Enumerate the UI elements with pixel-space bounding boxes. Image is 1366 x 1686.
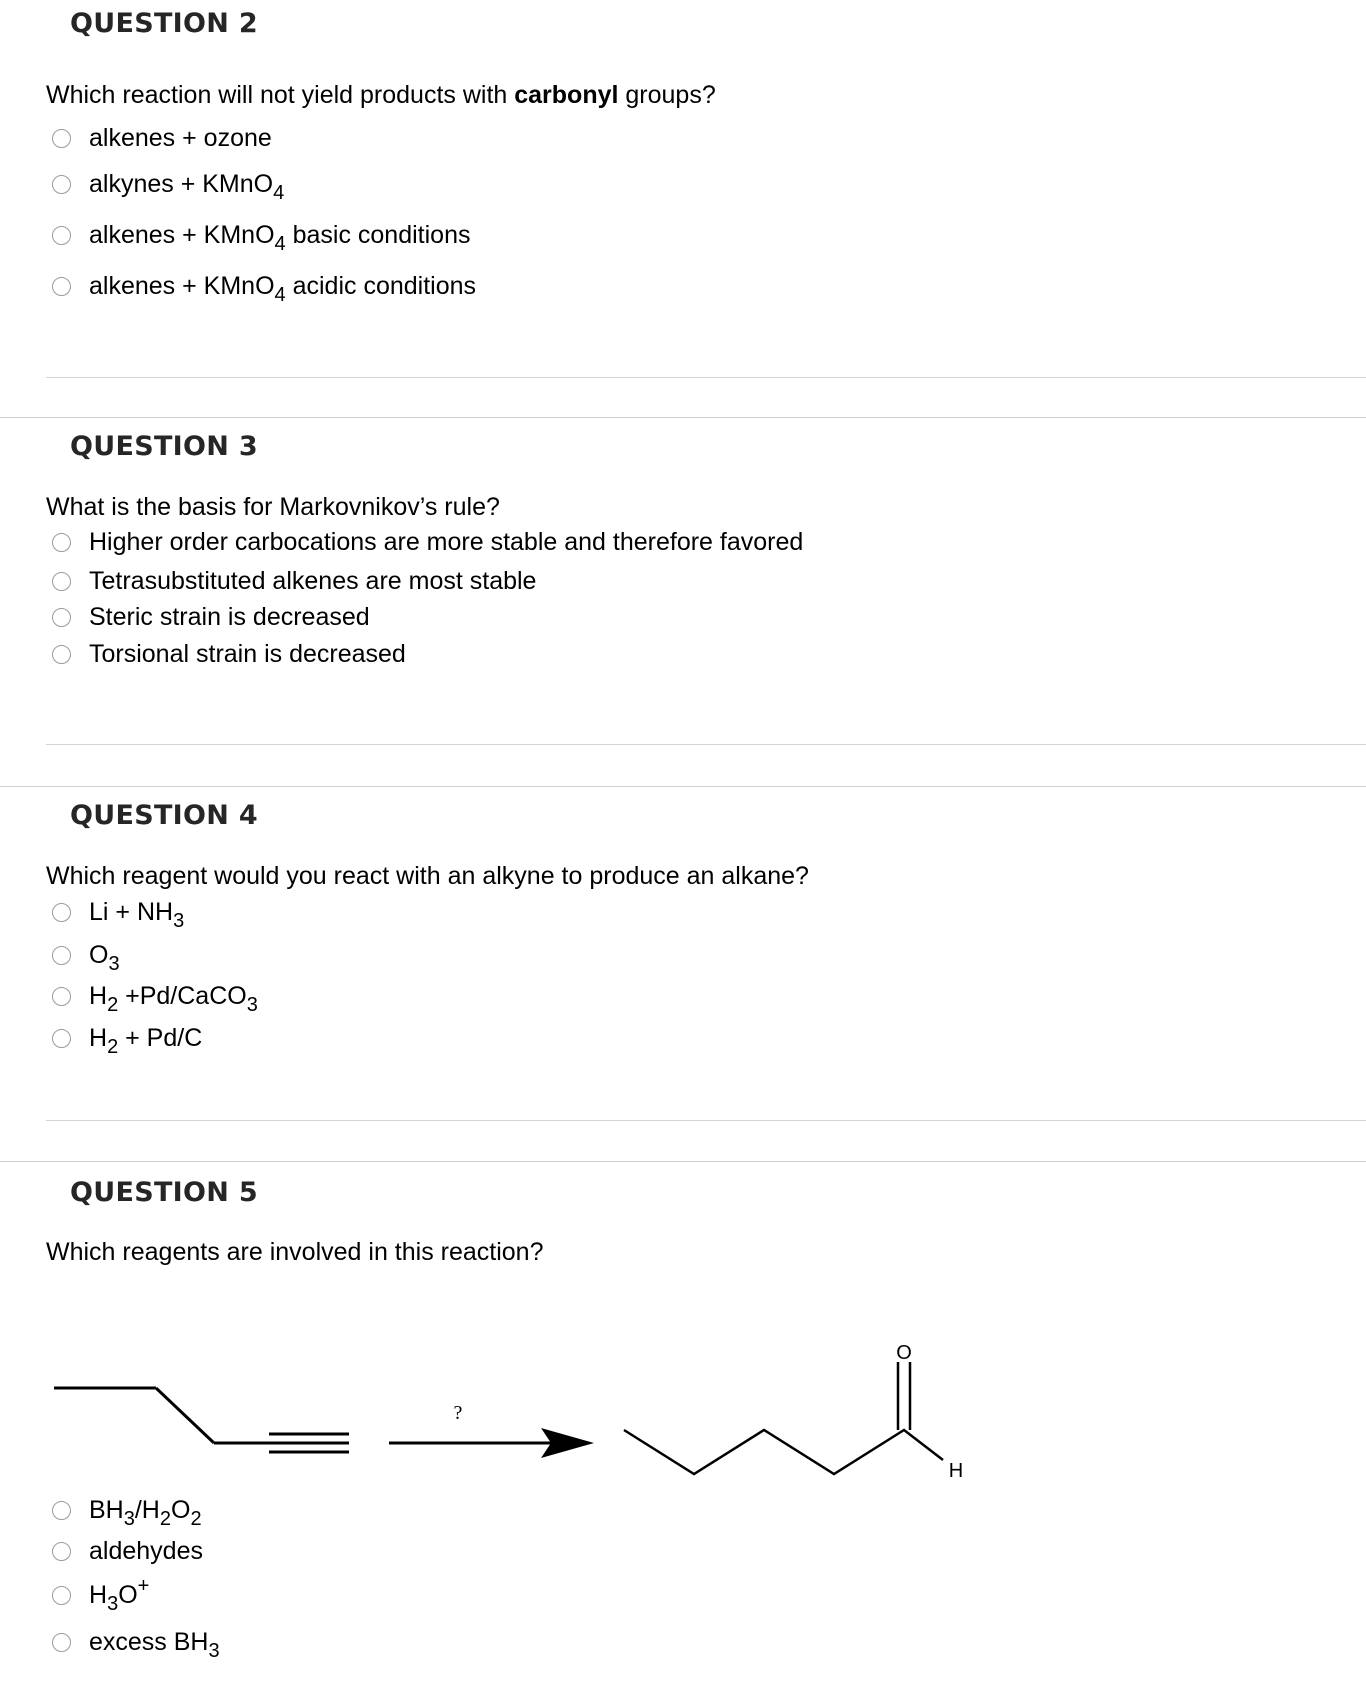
q3-option-2[interactable] xyxy=(52,564,536,598)
radio-button[interactable] xyxy=(52,533,71,552)
question-divider xyxy=(46,377,1366,378)
section-divider xyxy=(0,1161,1366,1162)
option-label: alkenes + ozone xyxy=(89,123,272,152)
option-label: alkenes + KMnO$_4$ acidic conditions xyxy=(89,271,477,306)
option-label: Steric strain is decreased xyxy=(89,602,370,631)
q2-option-2[interactable] xyxy=(52,167,285,204)
alkyne-structure xyxy=(54,1388,349,1452)
radio-button[interactable] xyxy=(52,946,71,965)
reaction-scheme xyxy=(46,1335,986,1505)
question-2-prompt: Which reaction will not yield products with carbonyl groups? xyxy=(46,81,716,109)
q4-option-4[interactable] xyxy=(52,1021,203,1058)
q4-option-2[interactable] xyxy=(52,938,120,975)
question-3-prompt: What is the basis for Markovnikov’s rule? xyxy=(46,493,500,521)
option-label: excess $BH_3$ xyxy=(89,1627,220,1662)
q3-option-1[interactable] xyxy=(52,525,803,559)
question-divider xyxy=(46,1120,1366,1121)
question-2-title: QUESTION 2 xyxy=(70,8,258,39)
radio-button[interactable] xyxy=(52,903,71,922)
radio-button[interactable] xyxy=(52,1029,71,1048)
q2-option-4[interactable] xyxy=(52,269,477,306)
question-3-title: QUESTION 3 xyxy=(70,431,258,462)
option-label: Tetrasubstituted alkenes are most stable xyxy=(89,566,537,595)
q5-option-3[interactable] xyxy=(52,1574,150,1615)
reaction-arrow xyxy=(389,1428,594,1458)
radio-button[interactable] xyxy=(52,129,71,148)
bold-keyword: carbonyl xyxy=(514,81,619,109)
oxygen-label: O xyxy=(896,1342,912,1364)
q2-option-3[interactable] xyxy=(52,218,471,255)
question-5-prompt: Which reagents are involved in this reaction? xyxy=(46,1238,544,1266)
option-label: $H_2 + Pd/C$ xyxy=(89,1023,203,1058)
option-label: aldehydes xyxy=(89,1536,203,1565)
q2-option-1[interactable] xyxy=(52,121,272,155)
radio-button[interactable] xyxy=(52,608,71,627)
aldehyde-structure xyxy=(624,1362,943,1474)
q5-option-1[interactable] xyxy=(52,1493,202,1530)
section-divider xyxy=(0,786,1366,787)
radio-button[interactable] xyxy=(52,1633,71,1652)
radio-button[interactable] xyxy=(52,1586,71,1605)
option-label: alkynes + KMnO$_4$ xyxy=(89,169,285,204)
q5-option-4[interactable] xyxy=(52,1625,220,1662)
question-4-title: QUESTION 4 xyxy=(70,800,258,831)
option-label: $O_3$ xyxy=(89,940,120,975)
question-5-title: QUESTION 5 xyxy=(70,1177,258,1208)
q3-option-4[interactable] xyxy=(52,637,406,671)
radio-button[interactable] xyxy=(52,277,71,296)
radio-button[interactable] xyxy=(52,645,71,664)
option-label: Torsional strain is decreased xyxy=(89,639,406,668)
option-label: Higher order carbocations are more stable and therefore favored xyxy=(89,527,804,556)
radio-button[interactable] xyxy=(52,572,71,591)
q4-option-3[interactable] xyxy=(52,979,258,1016)
radio-button[interactable] xyxy=(52,226,71,245)
section-divider xyxy=(0,417,1366,418)
option-label: $BH_3/H_2O_2$ xyxy=(89,1495,202,1530)
option-label: $H_2$ +Pd/CaCO$_3$ xyxy=(89,981,258,1016)
option-label: $Li + NH_3$ xyxy=(89,897,185,932)
radio-button[interactable] xyxy=(52,1542,71,1561)
hydrogen-label: H xyxy=(948,1460,964,1482)
question-4-prompt: Which reagent would you react with an alkyne to produce an alkane? xyxy=(46,862,809,890)
option-label: $H_3O^+$ xyxy=(89,1574,150,1615)
option-label: alkenes + KMnO$_4$ basic conditions xyxy=(89,220,471,255)
radio-button[interactable] xyxy=(52,987,71,1006)
q3-option-3[interactable] xyxy=(52,600,370,634)
q4-option-1[interactable] xyxy=(52,895,185,932)
radio-button[interactable] xyxy=(52,175,71,194)
arrow-label: ? xyxy=(453,1402,463,1424)
radio-button[interactable] xyxy=(52,1501,71,1520)
question-divider xyxy=(46,744,1366,745)
q5-option-2[interactable] xyxy=(52,1534,203,1568)
